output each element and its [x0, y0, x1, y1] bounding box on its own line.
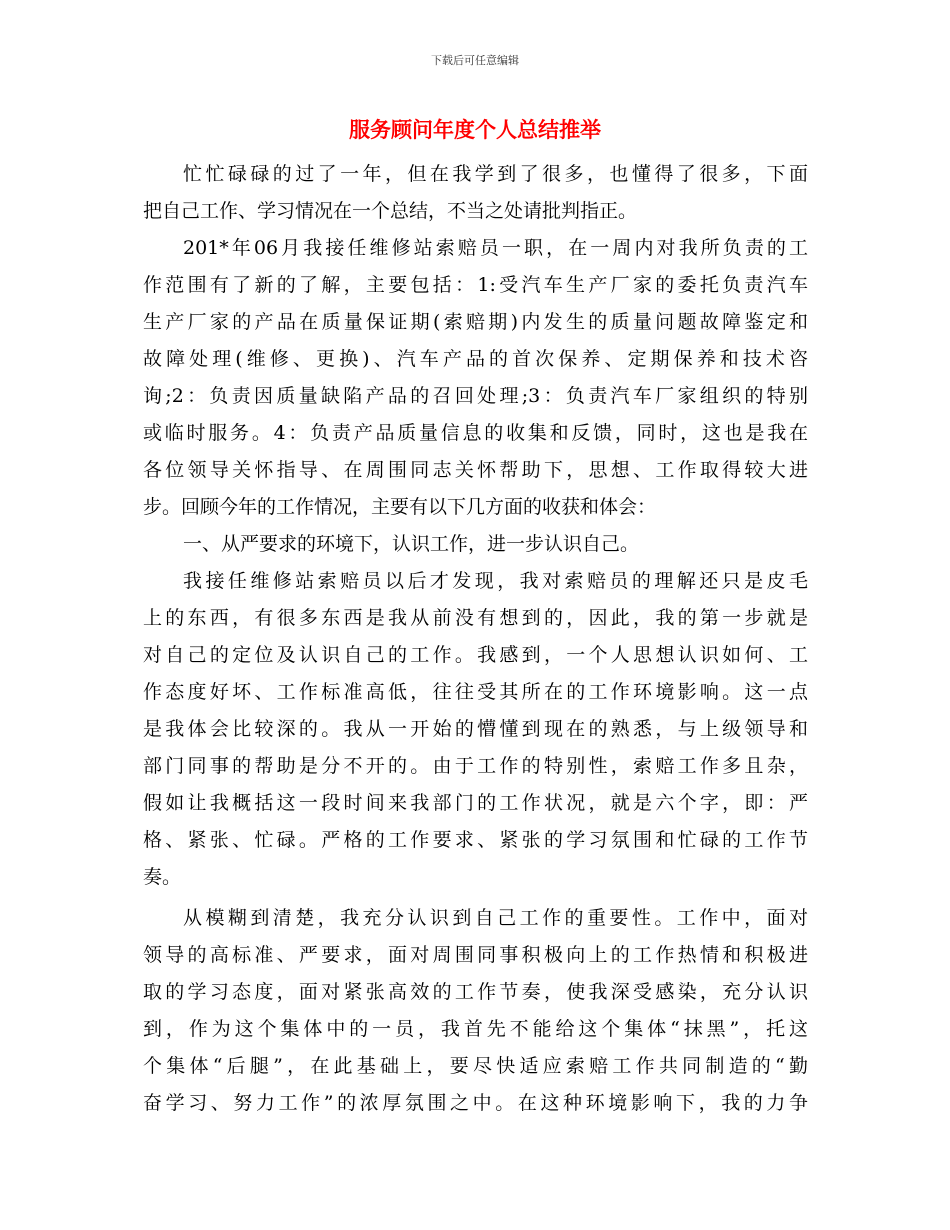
body-line: 我接任维修站索赔员以后才发现，我对索赔员的理解还只是皮毛	[183, 570, 808, 592]
body-line: 是我体会比较深的。我从一开始的懵懂到现在的熟悉，与上级领导和	[143, 718, 808, 740]
page-header: 下载后可任意编辑	[431, 54, 519, 67]
body-line: 对自己的定位及认识自己的工作。我感到，一个人思想认识如何、工	[143, 644, 808, 666]
body-line: 把自己工作、学习情况在一个总结，不当之处请批判指正。	[143, 200, 638, 222]
body-line: 格、紧张、忙碌。严格的工作要求、紧张的学习氛围和忙碌的工作节	[143, 829, 808, 851]
body-line: 询;2：负责因质量缺陷产品的召回处理;3：负责汽车厂家组织的特别	[143, 385, 808, 407]
body-line: 领导的高标准、严要求，面对周围同事积极向上的工作热情和积极进	[143, 944, 808, 966]
body-line: 201*年06月我接任维修站索赔员一职，在一周内对我所负责的工	[183, 237, 808, 259]
body-line: 故障处理(维修、更换)、汽车产品的首次保养、定期保养和技术咨	[143, 348, 808, 370]
body-line: 奏。	[143, 866, 182, 888]
section-heading: 一、从严要求的环境下，认识工作，进一步认识自己。	[183, 533, 640, 555]
body-line: 奋学习、努力工作”的浓厚氛围之中。在这种环境影响下，我的力争	[143, 1092, 808, 1114]
body-line: 忙忙碌碌的过了一年，但在我学到了很多，也懂得了很多，下面	[183, 163, 808, 185]
body-line: 作态度好坏、工作标准高低，往往受其所在的工作环境影响。这一点	[143, 681, 808, 703]
body-line: 假如让我概括这一段时间来我部门的工作状况，就是六个字，即：严	[143, 792, 808, 814]
body-line: 取的学习态度，面对紧张高效的工作节奏，使我深受感染，充分认识	[143, 981, 808, 1003]
body-line: 到，作为这个集体中的一员，我首先不能给这个集体“抹黑”，托这	[143, 1018, 808, 1040]
body-line: 或临时服务。4：负责产品质量信息的收集和反馈，同时，这也是我在	[143, 422, 808, 444]
body-line: 生产厂家的产品在质量保证期(索赔期)内发生的质量问题故障鉴定和	[143, 311, 808, 333]
body-line: 步。回顾今年的工作情况，主要有以下几方面的收获和体会：	[143, 496, 657, 518]
body-line: 从模糊到清楚，我充分认识到自己工作的重要性。工作中，面对	[183, 907, 808, 929]
body-line: 上的东西，有很多东西是我从前没有想到的，因此，我的第一步就是	[143, 607, 808, 629]
body-line: 个集体“后腿”，在此基础上，要尽快适应索赔工作共同制造的“勤	[143, 1055, 808, 1077]
document-title: 服务顾问年度个人总结推举	[349, 118, 601, 142]
body-line: 作范围有了新的了解，主要包括：1:受汽车生产厂家的委托负责汽车	[143, 274, 808, 296]
body-line: 各位领导关怀指导、在周围同志关怀帮助下，思想、工作取得较大进	[143, 459, 808, 481]
body-line: 部门同事的帮助是分不开的。由于工作的特别性，索赔工作多且杂，	[143, 755, 808, 777]
